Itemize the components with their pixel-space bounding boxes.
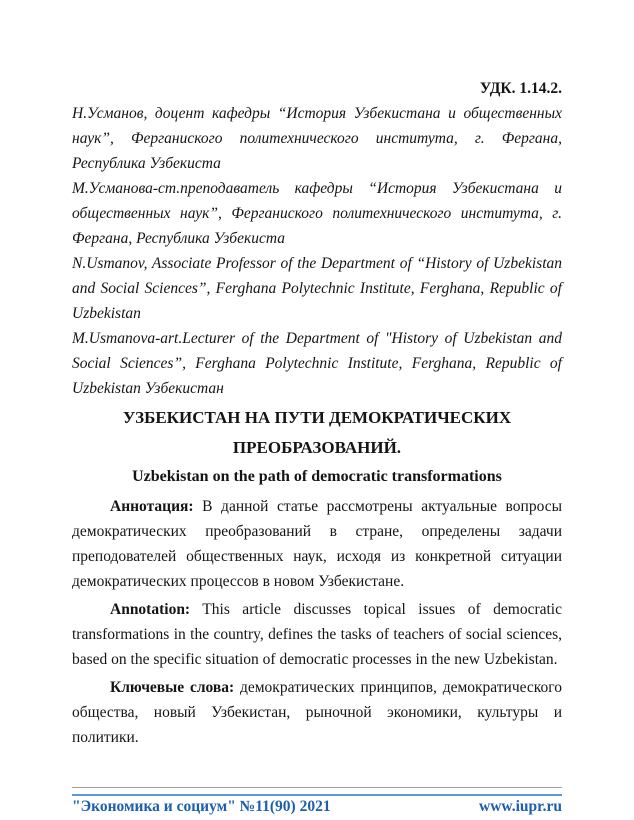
keywords: [72, 675, 562, 750]
abstract-ru: [72, 494, 562, 594]
article-body: [72, 76, 562, 750]
author-byline-ru-2: М.Усманова-ст.преподаватель кафедры “История Узбекистана и общественных наук”, Ферганиского политехнического института, г. Фергана, Республика Узбекиста: [72, 180, 562, 247]
abstract-en: [72, 597, 562, 672]
footer-accent-rule: [72, 794, 562, 796]
abstract-ru-text: В данной статье рассмотрены актуальные вопросы демократических преобразований в стране, определены задачи преподователей общественных наук, исходя из конкретной ситуации демократических процессов в новом Узбекистане.: [72, 498, 562, 590]
udc-code: УДК. 1.14.2.: [479, 80, 562, 97]
footer-top-rule: [72, 787, 562, 788]
abstract-ru-label: Аннотация:: [110, 498, 194, 515]
keywords-text: демократических принципов, демократического общества, новый Узбекистан, рыночной экономики, культуры и политики.: [72, 679, 563, 746]
author-byline-en-2: M.Usmanova-art.Lecturer of the Department of "History of Uzbekistan and Social Sciences”, Ferghana Polytechnic Institute, Ferghana, Republic of Uzbekistan Узбекистан: [72, 330, 562, 397]
journal-issue-label: "Экономика и социум" №11(90) 2021: [72, 798, 331, 815]
keywords-label: Ключевые слова:: [110, 679, 235, 696]
abstract-en-label: Annotation:: [110, 601, 191, 618]
article-title-ru: УЗБЕКИСТАН НА ПУТИ ДЕМОКРАТИЧЕСКИХ ПРЕОБРАЗОВАНИЙ.: [122, 408, 512, 457]
article-title-en: Uzbekistan on the path of democratic transformations: [132, 468, 502, 485]
page-footer: [72, 787, 562, 817]
author-byline-en-1: N.Usmanov, Associate Professor of the Department of “History of Uzbekistan and Social Sciences”, Ferghana Polytechnic Institute, Ferghana, Republic of Uzbekistan: [72, 255, 562, 322]
journal-website-link: www.iupr.ru: [479, 798, 562, 815]
footer-text-row: [72, 797, 562, 817]
author-byline-ru-1: Н.Усманов, доцент кафедры “История Узбекистана и общественных наук”, Ферганиского политехнического института, г. Фергана, Республика Узбекиста: [72, 105, 562, 172]
abstract-en-text: This article discusses topical issues of democratic transformations in the country, defines the tasks of teachers of social sciences, based on the specific situation of democratic processes in the new Uzbekistan.: [72, 601, 562, 668]
